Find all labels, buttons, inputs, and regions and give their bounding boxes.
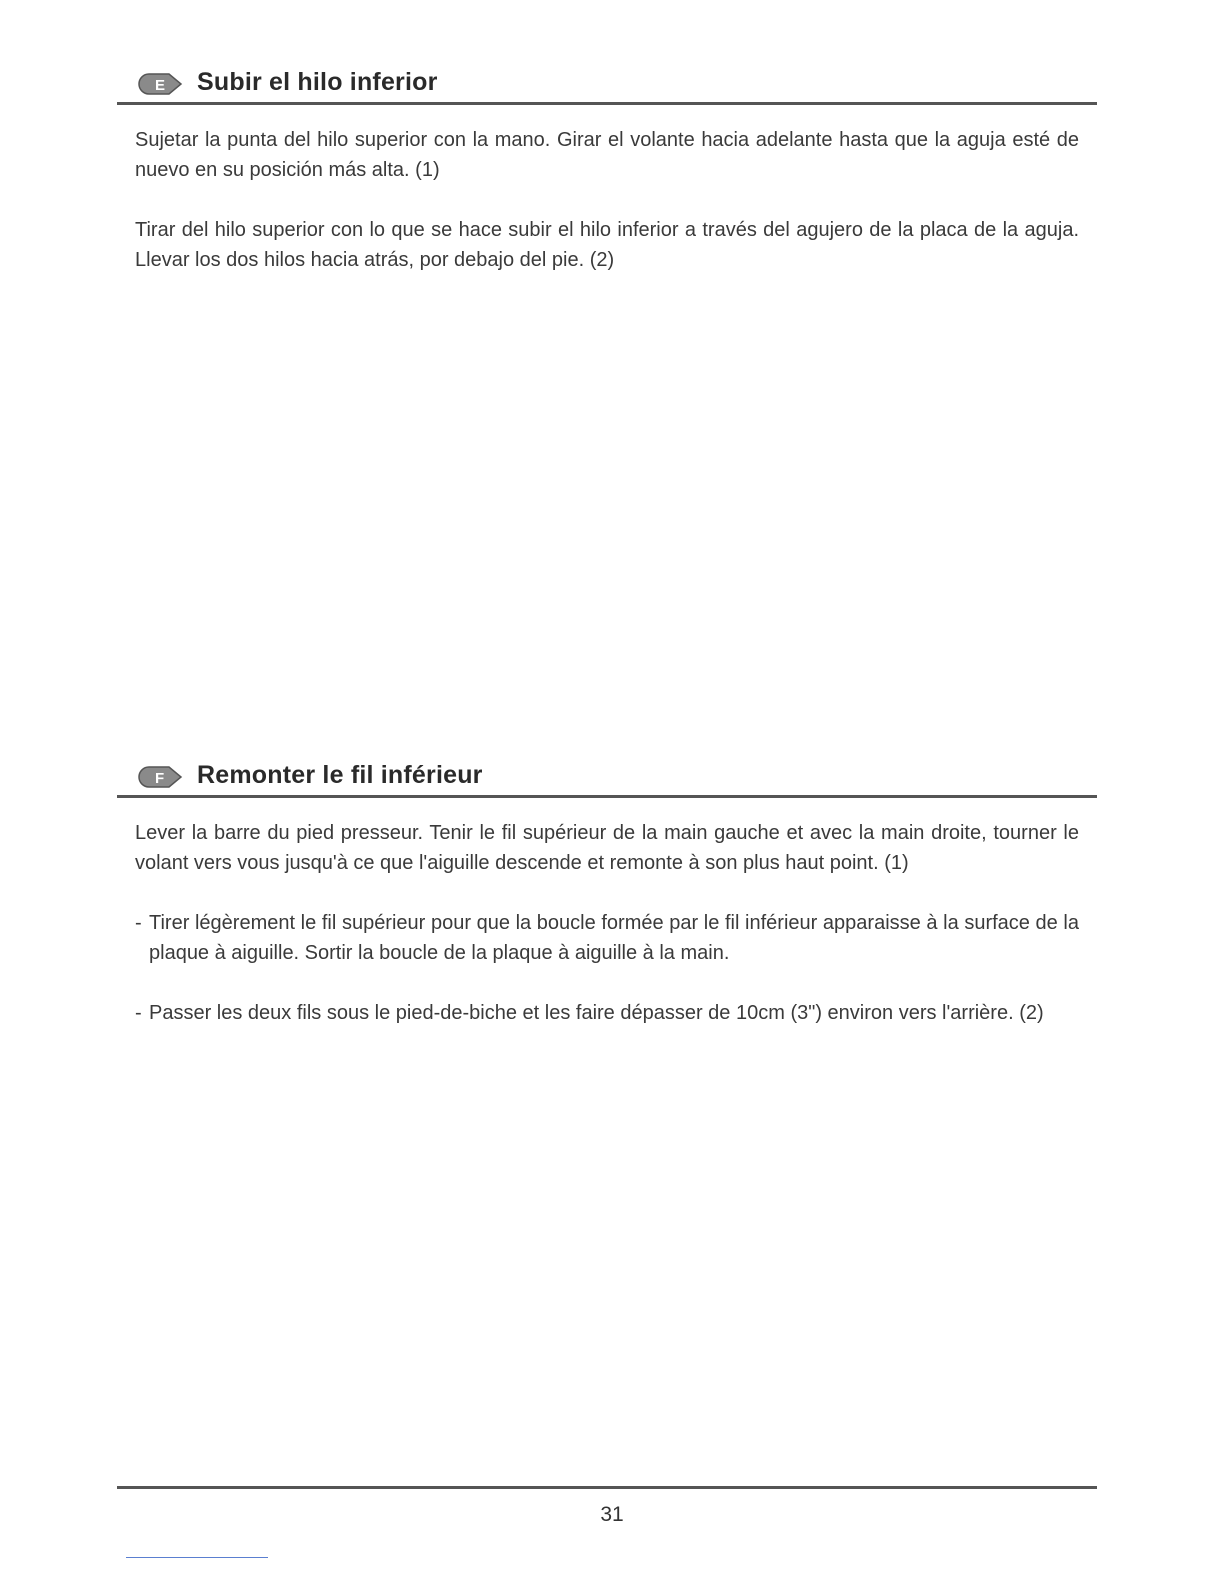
decorative-line [126,1557,268,1558]
section-header [117,761,1097,798]
language-badge-f-icon [137,765,183,789]
list-item-text: Tirer légèrement le fil supérieur pour que la boucle formée par le fil inférieur apparaisse à la surface de la plaque à aiguille. Sortir la boucle de la plaque à aiguille à la main. [149,912,1079,964]
footer-divider [117,1486,1097,1489]
paragraph: Tirar del hilo superior con lo que se hace subir el hilo inferior a través del agujero de la placa de la aguja. Llevar los dos hilos hacia atrás, por debajo del pie. (2) [135,219,1079,271]
list-item [117,998,1097,1028]
svg-text:E: E [155,77,166,94]
paragraph: Lever la barre du pied presseur. Tenir le fil supérieur de la main gauche et avec la main droite, tourner le volant vers vous jusqu'à ce que l'aiguille descende et remonte à son plus haut point. (1) [135,822,1079,874]
bullet-marker: - [135,1002,142,1024]
paragraph: Sujetar la punta del hilo superior con la mano. Girar el volante hacia adelante hasta que la aguja esté de nuevo en su posición más alta. (1) [135,129,1079,181]
language-badge-e-icon [137,72,183,96]
list-item [117,908,1097,968]
page-number: 31 [600,1503,624,1526]
bullet-marker: - [135,912,142,934]
section-title: Subir el hilo inferior [197,68,438,96]
section-title: Remonter le fil inférieur [197,761,483,789]
section-spanish [117,68,1097,275]
section-french [117,761,1097,1028]
section-header [117,68,1097,105]
svg-text:F: F [155,770,165,787]
list-item-text: Passer les deux fils sous le pied-de-biche et les faire dépasser de 10cm (3") environ vers l'arrière. (2) [149,1002,1044,1024]
